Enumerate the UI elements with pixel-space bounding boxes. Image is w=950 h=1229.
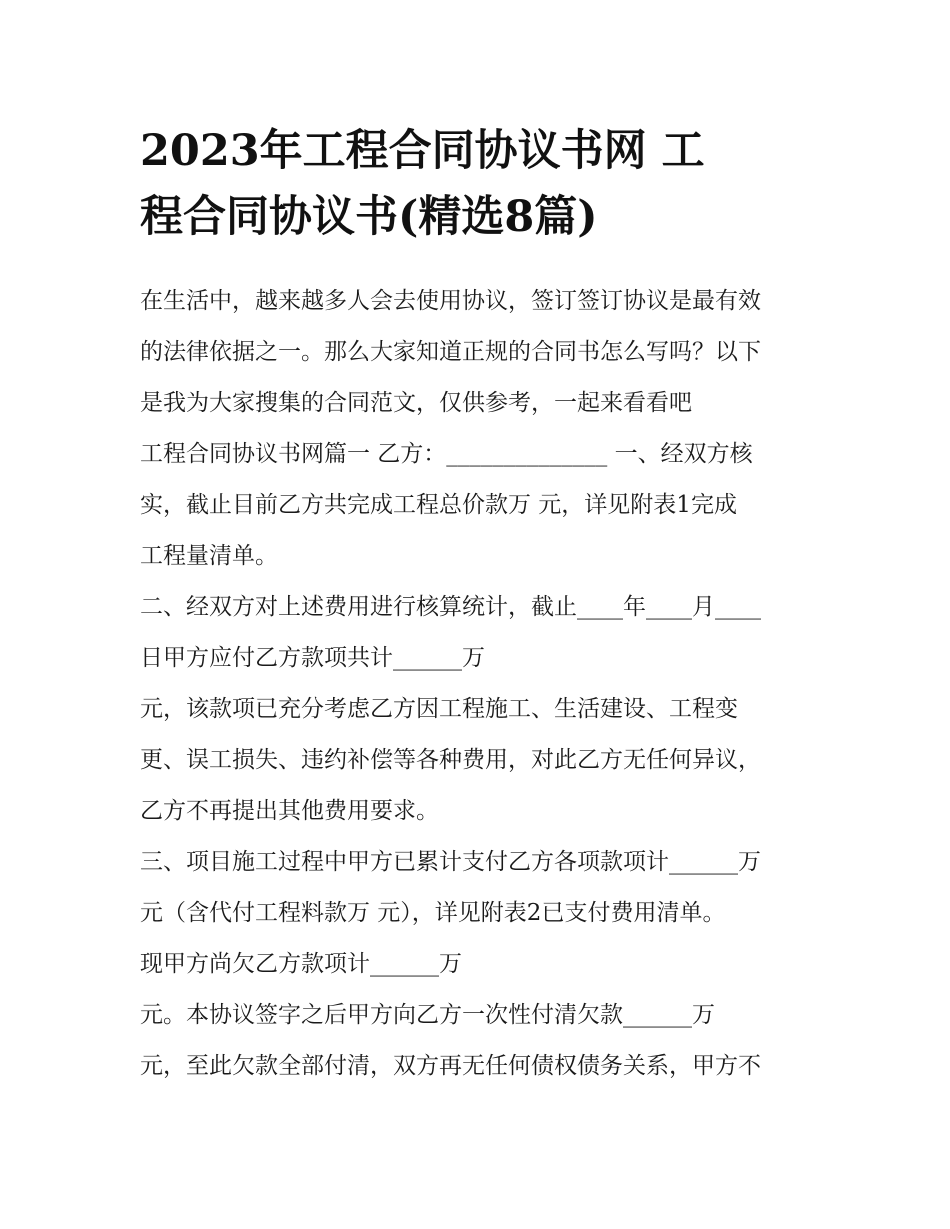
body-line: 实，截止目前乙方共完成工程总价款万 元，详见附表1完成	[140, 492, 737, 518]
body-line: 元，至此欠款全部付清，双方再无任何债权债务关系，甲方不	[140, 1053, 761, 1079]
body-line: 三、项目施工过程中甲方已累计支付乙方各项款项计______万	[140, 849, 761, 875]
body-line: 元（含代付工程料款万 元），详见附表2已支付费用清单。	[140, 900, 726, 926]
body-line: 日甲方应付乙方款项共计______万	[140, 645, 485, 671]
body-line: 元，该款项已充分考虑乙方因工程施工、生活建设、工程变	[140, 696, 738, 722]
body-line: 二、经双方对上述费用进行核算统计，截止____年____月____	[140, 594, 761, 620]
body-line: 工程合同协议书网篇一 乙方：______________ 一、经双方核	[140, 441, 753, 467]
body-line: 现甲方尚欠乙方款项计______万	[140, 951, 462, 977]
document-title	[140, 118, 800, 250]
body-line: 元。本协议签字之后甲方向乙方一次性付清欠款______万	[140, 1002, 715, 1028]
title-line-1: 2023年工程合同协议书网 工	[140, 126, 705, 176]
body-line: 乙方不再提出其他费用要求。	[140, 798, 439, 824]
body-line: 是我为大家搜集的合同范文，仅供参考，一起来看看吧	[140, 390, 692, 416]
body-line: 的法律依据之一。那么大家知道正规的合同书怎么写吗？以下	[140, 339, 761, 365]
title-line-2: 程合同协议书(精选8篇)	[140, 192, 598, 242]
document-body	[140, 276, 820, 1092]
body-line: 工程量清单。	[140, 543, 278, 569]
body-line: 在生活中，越来越多人会去使用协议，签订签订协议是最有效	[140, 288, 761, 314]
body-line: 更、误工损失、违约补偿等各种费用，对此乙方无任何异议，	[140, 747, 761, 773]
